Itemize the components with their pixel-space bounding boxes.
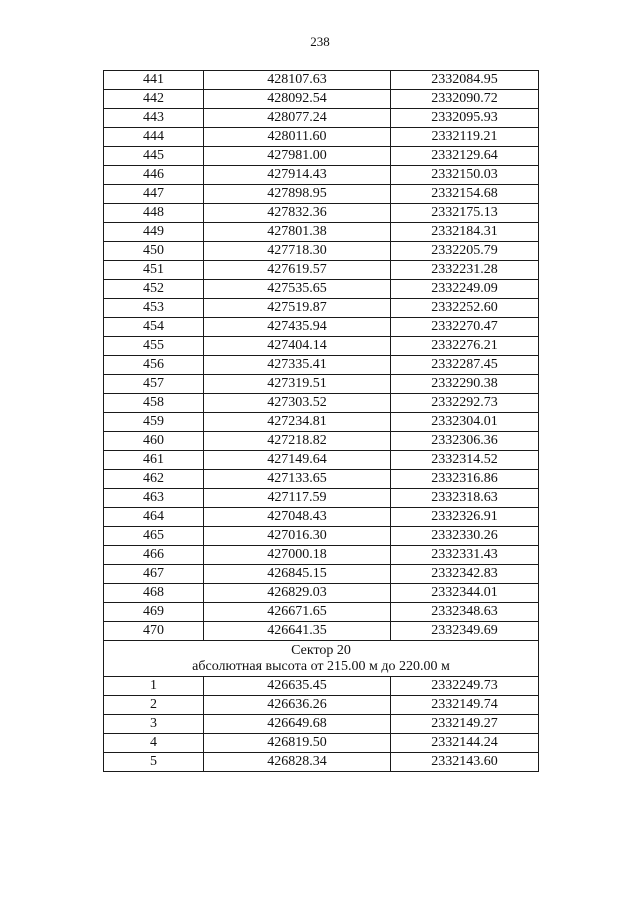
y-coordinate-cell: 2332270.47	[391, 318, 539, 337]
y-coordinate-cell: 2332314.52	[391, 451, 539, 470]
section-header-row	[104, 641, 539, 677]
table-row	[104, 413, 539, 432]
point-number-cell: 443	[104, 109, 204, 128]
y-coordinate-cell: 2332143.60	[391, 753, 539, 772]
point-number-cell: 4	[104, 734, 204, 753]
point-number-cell: 448	[104, 204, 204, 223]
y-coordinate-cell: 2332349.69	[391, 622, 539, 641]
x-coordinate-cell: 426829.03	[204, 584, 391, 603]
y-coordinate-cell: 2332149.27	[391, 715, 539, 734]
y-coordinate-cell: 2332084.95	[391, 71, 539, 90]
table-row	[104, 337, 539, 356]
table-row	[104, 71, 539, 90]
table-row	[104, 128, 539, 147]
table-row	[104, 394, 539, 413]
coordinates-table	[103, 70, 539, 772]
point-number-cell: 450	[104, 242, 204, 261]
point-number-cell: 451	[104, 261, 204, 280]
x-coordinate-cell: 427117.59	[204, 489, 391, 508]
point-number-cell: 446	[104, 166, 204, 185]
point-number-cell: 442	[104, 90, 204, 109]
section-header-body	[104, 641, 539, 677]
table-row	[104, 622, 539, 641]
x-coordinate-cell: 427535.65	[204, 280, 391, 299]
y-coordinate-cell: 2332149.74	[391, 696, 539, 715]
point-number-cell: 454	[104, 318, 204, 337]
table-row	[104, 185, 539, 204]
table-row	[104, 527, 539, 546]
point-number-cell: 3	[104, 715, 204, 734]
x-coordinate-cell: 427303.52	[204, 394, 391, 413]
point-number-cell: 456	[104, 356, 204, 375]
point-number-cell: 452	[104, 280, 204, 299]
y-coordinate-cell: 2332150.03	[391, 166, 539, 185]
point-number-cell: 449	[104, 223, 204, 242]
y-coordinate-cell: 2332342.83	[391, 565, 539, 584]
y-coordinate-cell: 2332330.26	[391, 527, 539, 546]
x-coordinate-cell: 427619.57	[204, 261, 391, 280]
table-row	[104, 734, 539, 753]
x-coordinate-cell: 428077.24	[204, 109, 391, 128]
section-table-body	[104, 677, 539, 772]
x-coordinate-cell: 427133.65	[204, 470, 391, 489]
table-row	[104, 584, 539, 603]
y-coordinate-cell: 2332326.91	[391, 508, 539, 527]
point-number-cell: 467	[104, 565, 204, 584]
table-row	[104, 489, 539, 508]
point-number-cell: 441	[104, 71, 204, 90]
point-number-cell: 445	[104, 147, 204, 166]
point-number-cell: 447	[104, 185, 204, 204]
x-coordinate-cell: 426635.45	[204, 677, 391, 696]
x-coordinate-cell: 427234.81	[204, 413, 391, 432]
point-number-cell: 465	[104, 527, 204, 546]
point-number-cell: 462	[104, 470, 204, 489]
y-coordinate-cell: 2332154.68	[391, 185, 539, 204]
table-row	[104, 356, 539, 375]
section-subtitle: абсолютная высота от 215.00 м до 220.00 м	[192, 659, 450, 674]
table-row	[104, 696, 539, 715]
table-row	[104, 261, 539, 280]
y-coordinate-cell: 2332249.73	[391, 677, 539, 696]
x-coordinate-cell: 428092.54	[204, 90, 391, 109]
y-coordinate-cell: 2332344.01	[391, 584, 539, 603]
y-coordinate-cell: 2332290.38	[391, 375, 539, 394]
point-number-cell: 459	[104, 413, 204, 432]
x-coordinate-cell: 427048.43	[204, 508, 391, 527]
y-coordinate-cell: 2332095.93	[391, 109, 539, 128]
point-number-cell: 469	[104, 603, 204, 622]
point-number-cell: 464	[104, 508, 204, 527]
x-coordinate-cell: 427016.30	[204, 527, 391, 546]
x-coordinate-cell: 426649.68	[204, 715, 391, 734]
coordinates-table-body	[104, 71, 539, 641]
table-row	[104, 318, 539, 337]
y-coordinate-cell: 2332119.21	[391, 128, 539, 147]
x-coordinate-cell: 427435.94	[204, 318, 391, 337]
x-coordinate-cell: 427335.41	[204, 356, 391, 375]
table-row	[104, 715, 539, 734]
y-coordinate-cell: 2332348.63	[391, 603, 539, 622]
table-row	[104, 109, 539, 128]
x-coordinate-cell: 428107.63	[204, 71, 391, 90]
y-coordinate-cell: 2332144.24	[391, 734, 539, 753]
x-coordinate-cell: 427000.18	[204, 546, 391, 565]
y-coordinate-cell: 2332129.64	[391, 147, 539, 166]
point-number-cell: 457	[104, 375, 204, 394]
point-number-cell: 461	[104, 451, 204, 470]
section-header-cell	[104, 641, 539, 677]
y-coordinate-cell: 2332175.13	[391, 204, 539, 223]
table-row	[104, 753, 539, 772]
table-row	[104, 147, 539, 166]
x-coordinate-cell: 427914.43	[204, 166, 391, 185]
table-row	[104, 432, 539, 451]
point-number-cell: 453	[104, 299, 204, 318]
x-coordinate-cell: 427801.38	[204, 223, 391, 242]
point-number-cell: 455	[104, 337, 204, 356]
page-number: 238	[310, 34, 330, 49]
y-coordinate-cell: 2332318.63	[391, 489, 539, 508]
y-coordinate-cell: 2332306.36	[391, 432, 539, 451]
x-coordinate-cell: 427981.00	[204, 147, 391, 166]
y-coordinate-cell: 2332249.09	[391, 280, 539, 299]
x-coordinate-cell: 427404.14	[204, 337, 391, 356]
table-row	[104, 546, 539, 565]
table-row	[104, 204, 539, 223]
point-number-cell: 1	[104, 677, 204, 696]
y-coordinate-cell: 2332292.73	[391, 394, 539, 413]
table-row	[104, 90, 539, 109]
x-coordinate-cell: 427718.30	[204, 242, 391, 261]
point-number-cell: 470	[104, 622, 204, 641]
y-coordinate-cell: 2332231.28	[391, 261, 539, 280]
x-coordinate-cell: 428011.60	[204, 128, 391, 147]
y-coordinate-cell: 2332090.72	[391, 90, 539, 109]
point-number-cell: 463	[104, 489, 204, 508]
point-number-cell: 444	[104, 128, 204, 147]
y-coordinate-cell: 2332287.45	[391, 356, 539, 375]
section-title: Сектор 20	[291, 643, 351, 658]
table-row	[104, 565, 539, 584]
x-coordinate-cell: 426671.65	[204, 603, 391, 622]
y-coordinate-cell: 2332205.79	[391, 242, 539, 261]
y-coordinate-cell: 2332316.86	[391, 470, 539, 489]
y-coordinate-cell: 2332331.43	[391, 546, 539, 565]
table-row	[104, 508, 539, 527]
y-coordinate-cell: 2332252.60	[391, 299, 539, 318]
table-row	[104, 299, 539, 318]
x-coordinate-cell: 426819.50	[204, 734, 391, 753]
x-coordinate-cell: 426845.15	[204, 565, 391, 584]
table-row	[104, 375, 539, 394]
x-coordinate-cell: 427319.51	[204, 375, 391, 394]
table-row	[104, 451, 539, 470]
table-row	[104, 242, 539, 261]
x-coordinate-cell: 427149.64	[204, 451, 391, 470]
x-coordinate-cell: 427898.95	[204, 185, 391, 204]
y-coordinate-cell: 2332304.01	[391, 413, 539, 432]
y-coordinate-cell: 2332276.21	[391, 337, 539, 356]
x-coordinate-cell: 426636.26	[204, 696, 391, 715]
x-coordinate-cell: 426641.35	[204, 622, 391, 641]
table-row	[104, 677, 539, 696]
table-row	[104, 603, 539, 622]
point-number-cell: 468	[104, 584, 204, 603]
x-coordinate-cell: 427218.82	[204, 432, 391, 451]
table-row	[104, 470, 539, 489]
point-number-cell: 460	[104, 432, 204, 451]
table-row	[104, 223, 539, 242]
point-number-cell: 466	[104, 546, 204, 565]
table-row	[104, 280, 539, 299]
y-coordinate-cell: 2332184.31	[391, 223, 539, 242]
x-coordinate-cell: 427519.87	[204, 299, 391, 318]
point-number-cell: 458	[104, 394, 204, 413]
x-coordinate-cell: 427832.36	[204, 204, 391, 223]
table-row	[104, 166, 539, 185]
x-coordinate-cell: 426828.34	[204, 753, 391, 772]
point-number-cell: 2	[104, 696, 204, 715]
point-number-cell: 5	[104, 753, 204, 772]
